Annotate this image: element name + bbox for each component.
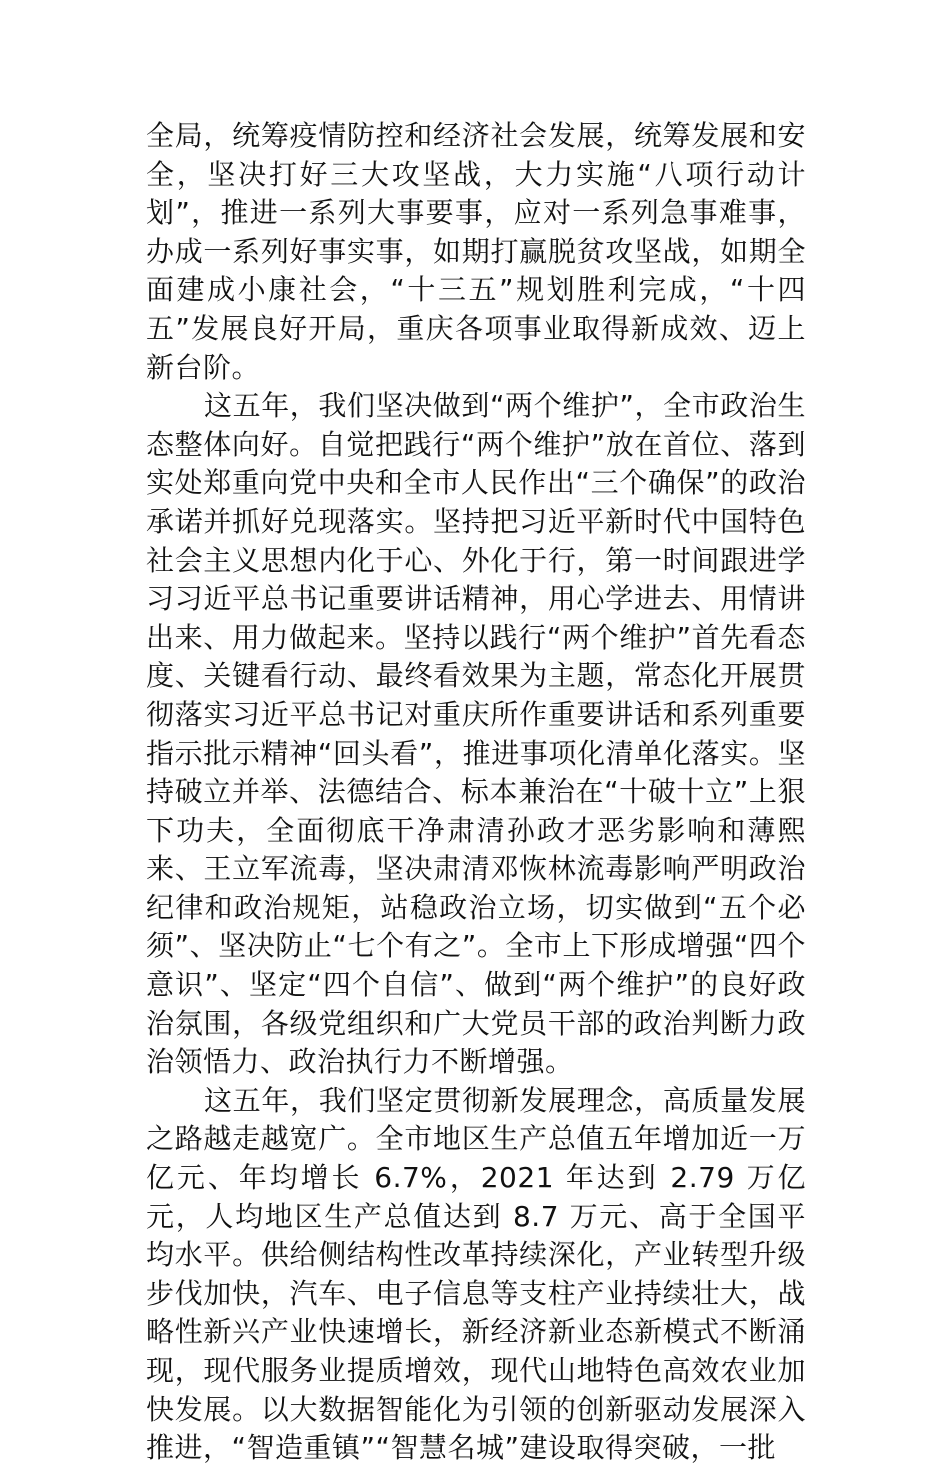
body-text [146, 117, 806, 1468]
paragraph-1: 全局，统筹疫情防控和经济社会发展，统筹发展和安全，坚决打好三大攻坚战，大力实施“八项行动计划”，推进一系列大事要事，应对一系列急事难事，办成一系列好事实事，如期打赢脱贫攻坚战，如期全面建成小康社会，“十三五”规划胜利完成，“十四五”发展良好开局，重庆各项事业取得新成效、迈上新台阶。 [146, 119, 806, 384]
paragraph-3: 这五年，我们坚定贯彻新发展理念，高质量发展之路越走越宽广。全市地区生产总值五年增加近一万亿元、年均增长 6.7%，2021 年达到 2.79 万亿元，人均地区生产总值达到 8.7 万元、高于全国平均水平。供给侧结构性改革持续深化，产业转型升级步伐加快，汽车、电子信息等支柱产业持续壮大，战略性新兴产业快速增长，新经济新业态新模式不断涌现，现代服务业提质增效，现代山地特色高效农业加快发展。以大数据智能化为引领的创新驱动发展深入推进，“智造重镇”“智慧名城”建设取得突破，一批 [146, 1083, 806, 1465]
paragraph-2: 这五年，我们坚决做到“两个维护”，全市政治生态整体向好。自觉把践行“两个维护”放在首位、落到实处郑重向党中央和全市人民作出“三个确保”的政治承诺并抓好兑现落实。坚持把习近平新时代中国特色社会主义思想内化于心、外化于行，第一时间跟进学习习近平总书记重要讲话精神，用心学进去、用情讲出来、用力做起来。坚持以践行“两个维护”首先看态度、关键看行动、最终看效果为主题，常态化开展贯彻落实习近平总书记对重庆所作重要讲话和系列重要指示批示精神“回头看”，推进事项化清单化落实。坚持破立并举、法德结合、标本兼治在“十破十立”上狠下功夫，全面彻底干净肃清孙政才恶劣影响和薄熙来、王立军流毒，坚决肃清邓恢林流毒影响严明政治纪律和政治规矩，站稳政治立场，切实做到“五个必须”、坚决防止“七个有之”。全市上下形成增强“四个意识”、坚定“四个自信”、做到“两个维护”的良好政治氛围，各级党组织和广大党员干部的政治判断力政治领悟力、政治执行力不断增强。 [146, 389, 806, 1079]
